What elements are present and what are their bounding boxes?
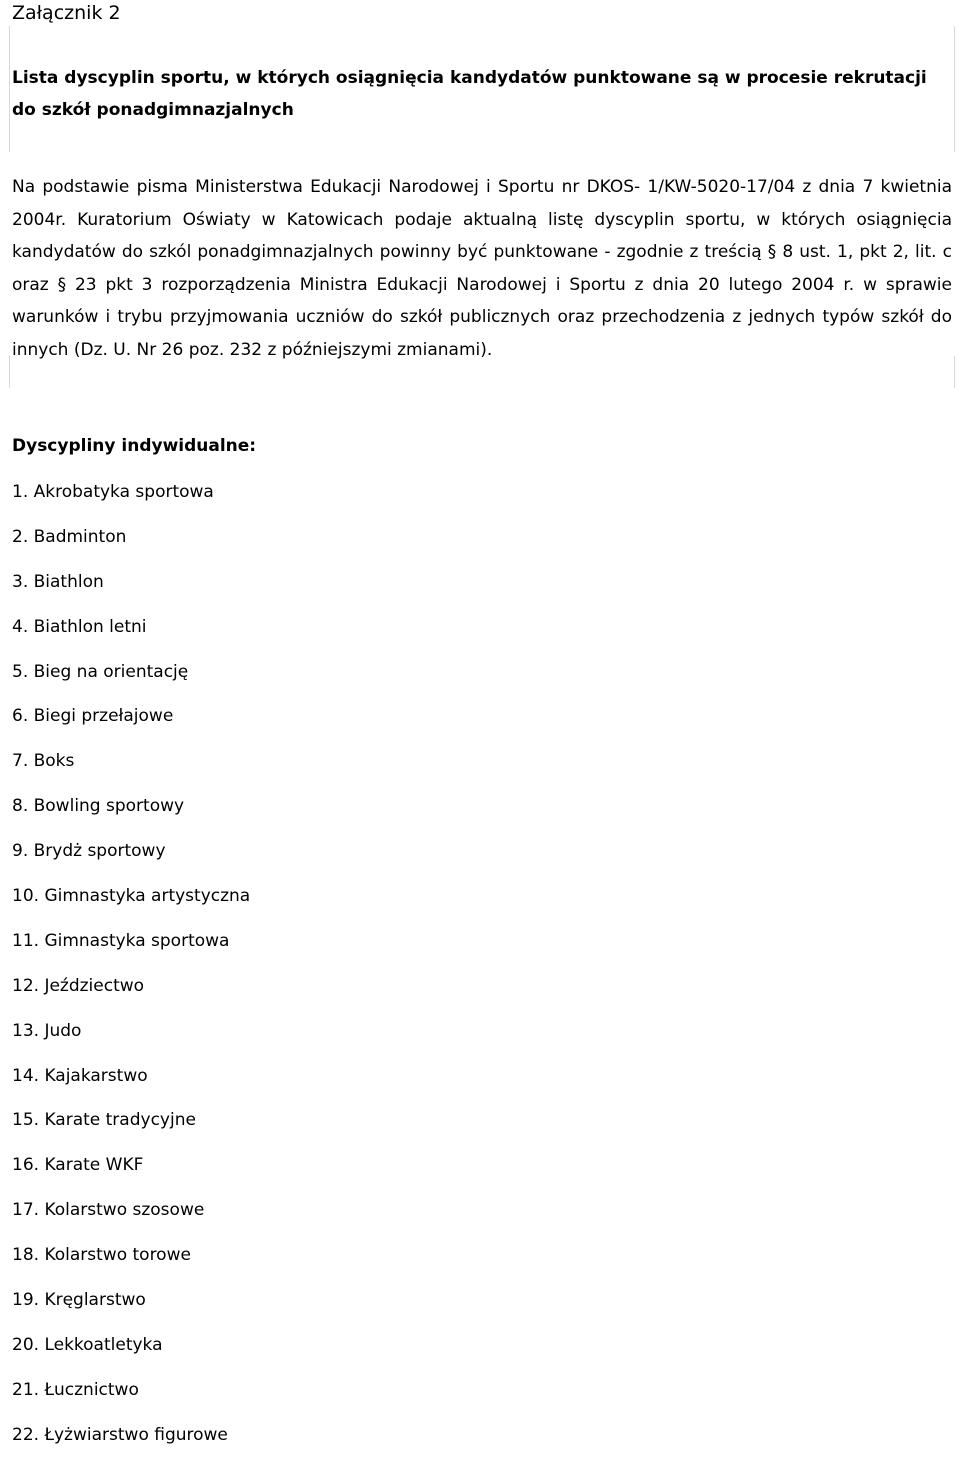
frame-mark-mid-left [9,356,10,388]
list-item: 16. Karate WKF [12,1155,144,1176]
list-item: 5. Bieg na orientację [12,661,189,682]
list-item: 14. Kajakarstwo [12,1065,148,1086]
list-item: 2. Badminton [12,526,127,547]
frame-mark-top-right [954,26,955,152]
intro-paragraph: Na podstawie pisma Ministerstwa Edukacji Narodowej i Sportu nr DKOS- 1/KW-5020-17/04 z dnia 7 kwietnia 2004r. Kuratorium Oświaty w Katowicach podaje aktualną listę dyscyplin sportu, w których osiągnięcia kandydatów do szkól ponadgimnazjalnych powinny być punktowane - zgodnie z treścią § 8 ust. 1, pkt 2, lit. c oraz § 23 pkt 3 rozporządzenia Ministra Edukacji Narodowej i Sportu z dnia 20 lutego 2004 r. w sprawie warunków i trybu przyjmowania uczniów do szkół publicznych oraz przechodzenia z jednych typów szkół do innych (Dz. U. Nr 26 poz. 232 z późniejszymi zmianami). [12,177,952,360]
document-title: Lista dyscyplin sportu, w których osiągnięcia kandydatów punktowane są w procesie rekrutacji do szkół ponadgimnazjalnych [12,68,927,120]
list-item: 1. Akrobatyka sportowa [12,482,214,502]
list-item: 13. Judo [12,1020,82,1041]
list-item: 15. Karate tradycyjne [12,1110,196,1131]
frame-mark-mid-right [954,356,955,388]
list-item: 6. Biegi przełajowe [12,706,174,727]
list-item: 8. Bowling sportowy [12,796,185,817]
list-item: 3. Biathlon [12,571,104,592]
list-item: 10. Gimnastyka artystyczna [12,886,251,907]
list-item: 4. Biathlon letni [12,616,147,637]
list-item: 19. Kręglarstwo [12,1290,146,1311]
frame-mark-top-left [9,26,10,152]
list-item: 9. Brydż sportowy [12,841,166,862]
list-item: 7. Boks [12,751,75,772]
list-item: 18. Kolarstwo torowe [12,1245,191,1266]
list-item: 20. Lekkoatletyka [12,1334,163,1355]
list-item: 11. Gimnastyka sportowa [12,930,230,951]
list-item: 17. Kolarstwo szosowe [12,1200,205,1221]
list-item: 21. Łucznictwo [12,1379,139,1400]
list-item: 12. Jeździectwo [12,975,145,996]
list-item: 22. Łyżwiarstwo figurowe [12,1424,228,1445]
attachment-label: Załącznik 2 [12,2,121,24]
section-heading-individual: Dyscypliny indywidualne: [12,436,257,456]
individual-disciplines-list [12,477,250,1465]
